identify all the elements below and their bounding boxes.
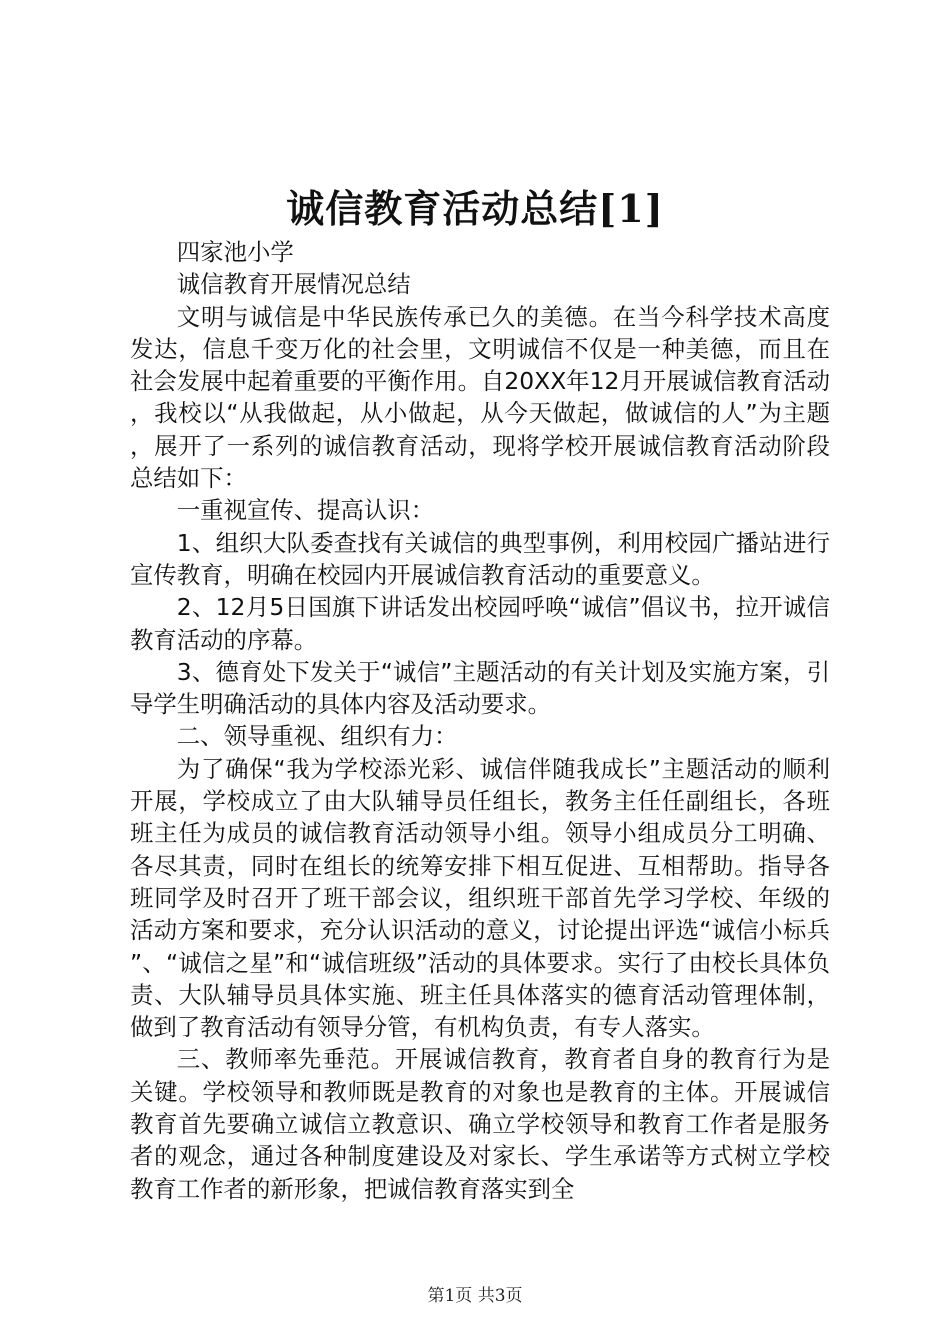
paragraph-leadership: 为了确保“我为学校添光彩、诚信伴随我成长”主题活动的顺利开展，学校成立了由大队辅导员任组长，教务主任任副组长，各班班主任为成员的诚信教育活动领导小组。领导小组成员分工明确、各尽其责，同时在组长的统筹安排下相互促进、互相帮助。指导各班同学及时召开了班干部会议，组织班干部首先学习学校、年级的活动方案和要求，充分认识活动的意义，讨论提出评选“诚信小标兵”、“诚信之星”和“诚信班级”活动的具体要求。实行了由校长具体负责、大队辅导员具体实施、班主任具体落实的德育活动管理体制，做到了教育活动有领导分管，有机构负责，有专人落实。 bbox=[130, 754, 830, 1042]
paragraph-item-2: 2、12月5日国旗下讲话发出校园呼唤“诚信”倡议书，拉开诚信教育活动的序幕。 bbox=[130, 593, 830, 654]
document-body bbox=[130, 236, 830, 1205]
document-title: 诚信教育活动总结[1] bbox=[286, 186, 664, 231]
paragraph-item-1: 1、组织大队委查找有关诚信的典型事例，利用校园广播站进行宣传教育，明确在校园内开展诚信教育活动的重要意义。 bbox=[130, 528, 830, 589]
paragraph-teachers: 三、教师率先垂范。开展诚信教育，教育者自身的教育行为是关键。学校领导和教师既是教育的对象也是教育的主体。开展诚信教育首先要确立诚信立教意识、确立学校领导和教育工作者是服务者的观念，通过各种制度建设及对家长、学生承诺等方式树立学校教育工作者的新形象，把诚信教育落实到全 bbox=[130, 1045, 830, 1203]
section-heading-2: 二、领导重视、组织有力： bbox=[176, 722, 458, 751]
section-heading-1: 一重视宣传、提高认识： bbox=[176, 496, 435, 525]
paragraph-school-name: 四家池小学 bbox=[176, 238, 294, 266]
paragraph-item-3: 3、德育处下发关于“诚信”主题活动的有关计划及实施方案，引导学生明确活动的具体内容及活动要求。 bbox=[130, 657, 830, 719]
page-footer: 第1页 共3页 bbox=[427, 1286, 523, 1306]
paragraph-intro: 文明与诚信是中华民族传承已久的美德。在当今科学技术高度发达，信息千变万化的社会里，文明诚信不仅是一种美德，而且在社会发展中起着重要的平衡作用。自20XX年12月开展诚信教育活动，我校以“从我做起，从小做起，从今天做起，做诚信的人”为主题，展开了一系列的诚信教育活动，现将学校开展诚信教育活动阶段总结如下： bbox=[130, 302, 830, 493]
paragraph-subtitle: 诚信教育开展情况总结 bbox=[176, 270, 411, 299]
